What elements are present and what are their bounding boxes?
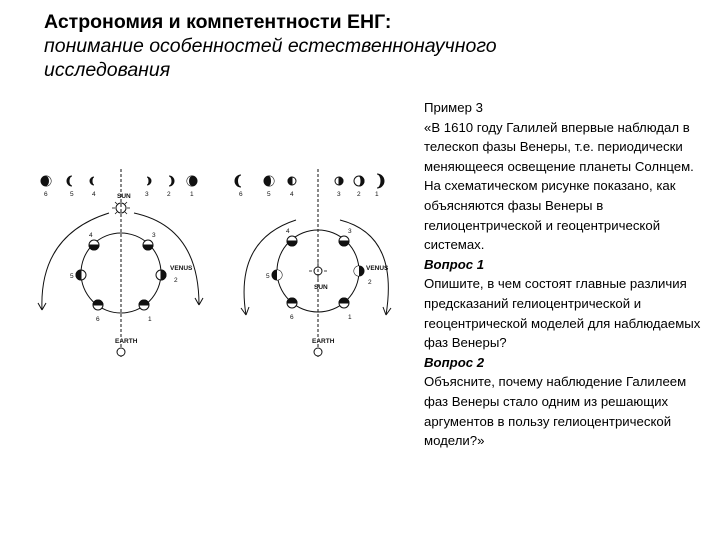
left-orbit-num: 3 [152, 232, 156, 239]
right-phase-num: 4 [290, 191, 294, 198]
left-phase-num: 4 [92, 191, 96, 198]
left-phase-num: 1 [190, 191, 194, 198]
right-phase-num: 6 [239, 191, 243, 198]
left-phase-row [41, 176, 197, 186]
left-orbit-num: 4 [89, 232, 93, 239]
right-orbit-num: 3 [348, 228, 352, 235]
right-diagram [235, 169, 391, 357]
left-earth-label: EARTH [115, 338, 138, 345]
slide-title [44, 10, 684, 82]
venus-phases-svg [34, 165, 404, 370]
title-line-2: понимание особенностей естественнонаучного [44, 35, 497, 57]
title-line-3: исследования [44, 59, 171, 81]
left-orbit-num: 5 [70, 273, 74, 280]
right-phase-num: 5 [267, 191, 271, 198]
right-sun-label: SUN [314, 284, 328, 291]
right-earth-label: EARTH [312, 338, 335, 345]
question-2-text: Объясните, почему наблюдение Галилеем фаз Венеры стало одним из решающих аргументов в пользу гелиоцентрической модели?» [424, 374, 687, 449]
venus-phases-diagram [34, 165, 404, 370]
left-diagram [38, 169, 203, 357]
right-orbit-num: 6 [290, 314, 294, 321]
left-orbit-num: 1 [148, 316, 152, 323]
left-orbit-num: 2 [174, 277, 178, 284]
right-phase-row [235, 174, 384, 188]
question-1-label: Вопрос 1 [424, 256, 485, 272]
question-1-text: Опишите, в чем состоят главные различия предсказаний гелиоцентрической и геоцентрической моделей для наблюдаемых фаз Венеры? [424, 276, 701, 351]
question-2-label: Вопрос 2 [424, 354, 485, 370]
right-earth-icon [314, 348, 322, 356]
left-earth-icon [117, 348, 125, 356]
right-orbit-num: 2 [368, 279, 372, 286]
example-heading: Пример 3 [424, 100, 483, 115]
left-orbit-num: 6 [96, 316, 100, 323]
left-phase-num: 6 [44, 191, 48, 198]
right-phase-num: 1 [375, 191, 379, 198]
right-phase-num: 2 [357, 191, 361, 198]
right-orbit-num: 5 [266, 273, 270, 280]
right-venus-label: VENUS [366, 265, 389, 272]
left-venus-label: VENUS [170, 265, 193, 272]
right-phase-num: 3 [337, 191, 341, 198]
left-phase-num: 2 [167, 191, 171, 198]
left-phase-num: 3 [145, 191, 149, 198]
right-orbit-num: 4 [286, 228, 290, 235]
left-phase-num: 5 [70, 191, 74, 198]
example-intro: «В 1610 году Галилей впервые наблюдал в телескоп фазы Венеры, т.е. периодически меняющееся освещение планеты Солнцем. На схематическом рисунке показано, как объясняются фазы Венеры в гелиоцентрической и геоцентрической системах. [424, 119, 694, 253]
left-sun-label: SUN [117, 193, 131, 200]
title-line-1: Астрономия и компетентности ЕНГ: [44, 11, 392, 33]
example-text [424, 98, 709, 451]
right-orbit-num: 1 [348, 314, 352, 321]
